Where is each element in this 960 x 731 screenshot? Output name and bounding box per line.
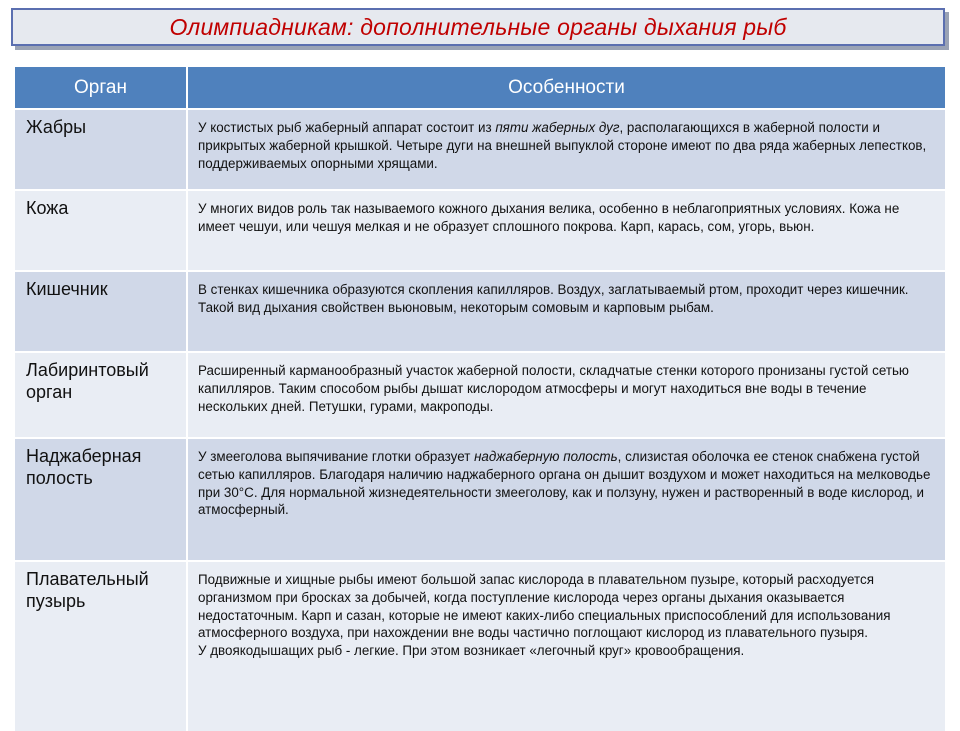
description-text: У многих видов роль так называемого кожного дыхания велика, особенно в неблагоприятных условиях. Кожа не имеет чешуи, или чешуя мелкая и не образует сплошного покрова. Карп, карась, сом, угорь, вьюн. [198,201,900,234]
description-text: Расширенный карманообразный участок жаберной полости, складчатые стенки которого пронизаны густой сетью капилляров. Таким способом рыбы дышат кислородом атмосферы и могут находиться вне воды в течение нескольких дней. Петушки, гурами, макроподы. [198,363,909,414]
description-text-part: , слизистая оболочка ее стенок снабжена густой сетью капилляров. Благодаря наличию наджаберного органа он дышит воздухом и может находиться на мелководье при 30°С. Для нормальной жизнедеятельности змееголову, как и ползуну, нужен и растворенный в воде кислород, и атмосферный. [198,449,931,518]
table-row [15,438,945,561]
description-text [198,119,937,172]
page-title: Олимпиадникам: дополнительные органы дыхания рыб [169,13,787,40]
table-row [15,352,945,438]
table-row [15,190,945,271]
description-text: В стенках кишечника образуются скопления капилляров. Воздух, заглатываемый ртом, проходит через кишечник. Такой вид дыхания свойствен вьюновым, некоторым сомовым и карповым рыбам. [198,282,909,315]
description-emphasis: пяти жаберных дуг [495,120,620,135]
table-header-row [15,67,945,109]
description-text-part: У костистых рыб жаберный аппарат состоит из [198,120,496,135]
description-text-part: У змееголова выпячивание глотки образует [198,449,475,464]
column-header-features: Особенности [187,67,945,109]
table-row [15,561,945,731]
description-emphasis: наджаберную полость [474,449,618,464]
description-cell [187,352,945,438]
organ-cell: Жабры [15,109,187,190]
organ-cell: Лабиринтовый орган [15,352,187,438]
organ-cell: Наджаберная полость [15,438,187,561]
description-cell [187,109,945,190]
description-cell [187,271,945,352]
description-text: У двоякодышащих рыб - легкие. При этом возникает «легочный круг» кровообращения. [198,643,745,659]
organ-cell: Кишечник [15,271,187,352]
description-text [198,448,937,519]
organ-cell: Плавательный пузырь [15,561,187,731]
description-text: Подвижные и хищные рыбы имеют большой запас кислорода в плавательном пузыре, который расходуется организмом при бросках за добычей, когда поступление кислорода через органы дыхания оказывается недостаточным. Карп и сазан, которые не имеют каких-либо специальных приспособлений для использования атмосферного воздуха, при нахождении вне воды частично поглощают кислород из плавательного пузыря. [198,572,891,641]
title-banner [11,8,945,46]
table-row [15,109,945,190]
description-cell [187,438,945,561]
table-row [15,271,945,352]
description-cell [187,561,945,731]
description-text-part: , располагающихся в жаберной полости и прикрытых жаберной крышкой. Четыре дуги на внешней выпуклой стороне имеют по два ряда жаберных лепестков, поддерживаемых опорными хрящами. [198,120,927,171]
organs-table [15,67,945,731]
description-cell [187,190,945,271]
column-header-organ: Орган [15,67,187,109]
organ-cell: Кожа [15,190,187,271]
